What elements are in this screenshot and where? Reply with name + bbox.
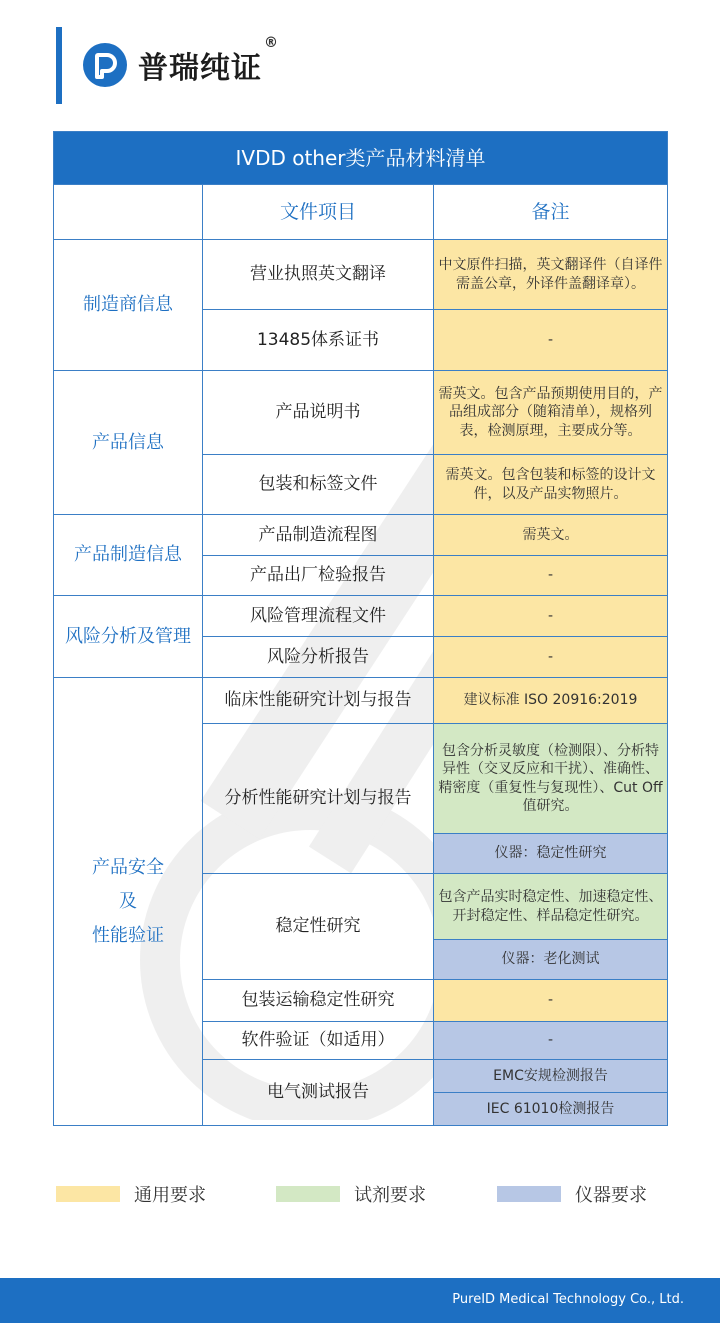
note-cell: 需英文。包含包装和标签的设计文件，以及产品实物照片。 [434, 455, 668, 515]
category-safety [54, 678, 203, 1126]
item-cell: 产品制造流程图 [203, 515, 434, 556]
legend-reagent [276, 1181, 426, 1207]
table-title: IVDD other类产品材料清单 [54, 132, 668, 185]
category-risk: 风险分析及管理 [54, 596, 203, 678]
item-cell: 包装运输稳定性研究 [203, 980, 434, 1022]
item-cell: 包装和标签文件 [203, 455, 434, 515]
item-cell: 风险管理流程文件 [203, 596, 434, 637]
legend [0, 1181, 720, 1206]
legend-label: 仪器要求 [575, 1185, 647, 1206]
registered-mark: ® [264, 35, 279, 51]
note-cell: 仪器：稳定性研究 [434, 834, 668, 874]
header-item: 文件项目 [203, 185, 434, 240]
brand-logo [82, 35, 279, 88]
header-accent-bar [56, 27, 62, 104]
brand-name: 普瑞纯证® [138, 35, 279, 86]
note-cell: EMC安规检测报告 [434, 1060, 668, 1093]
materials-table [53, 131, 668, 1126]
category-product: 产品信息 [54, 371, 203, 515]
item-cell: 13485体系证书 [203, 310, 434, 371]
category-manufacturing: 产品制造信息 [54, 515, 203, 596]
footer-company: PureID Medical Technology Co., Ltd. [452, 1292, 684, 1307]
legend-general [56, 1181, 206, 1207]
note-cell: 需英文。包含产品预期使用目的，产品组成部分（随箱清单），规格列表，检测原理，主要成分等。 [434, 371, 668, 455]
legend-instrument [497, 1181, 647, 1207]
note-cell: - [434, 556, 668, 596]
category-manufacturer: 制造商信息 [54, 240, 203, 371]
item-cell: 分析性能研究计划与报告 [203, 724, 434, 874]
note-cell: - [434, 1022, 668, 1060]
legend-label: 通用要求 [134, 1185, 206, 1206]
footer-bar [0, 1278, 720, 1323]
note-cell: - [434, 980, 668, 1022]
item-cell: 营业执照英文翻译 [203, 240, 434, 310]
note-cell: - [434, 596, 668, 637]
category-safety-line3: 性能验证 [92, 924, 164, 946]
note-cell: 建议标准 ISO 20916:2019 [434, 678, 668, 724]
item-cell: 软件验证（如适用） [203, 1022, 434, 1060]
note-cell: - [434, 310, 668, 371]
item-cell: 临床性能研究计划与报告 [203, 678, 434, 724]
legend-swatch-instrument [497, 1186, 561, 1202]
note-cell: 需英文。 [434, 515, 668, 556]
note-cell: 包含产品实时稳定性、加速稳定性、开封稳定性、样品稳定性研究。 [434, 874, 668, 940]
legend-label: 试剂要求 [354, 1185, 426, 1206]
item-cell: 风险分析报告 [203, 637, 434, 678]
brand-logo-icon [82, 42, 128, 88]
item-cell: 产品说明书 [203, 371, 434, 455]
header-category [54, 185, 203, 240]
note-cell: IEC 61010检测报告 [434, 1093, 668, 1126]
legend-swatch-general [56, 1186, 120, 1202]
category-safety-line1: 产品安全 [92, 856, 164, 878]
header-note: 备注 [434, 185, 668, 240]
note-cell: 包含分析灵敏度（检测限）、分析特异性（交叉反应和干扰）、准确性、精密度（重复性与复现性）、Cut Off 值研究。 [434, 724, 668, 834]
note-cell: 仪器：老化测试 [434, 940, 668, 980]
item-cell: 电气测试报告 [203, 1060, 434, 1126]
item-cell: 稳定性研究 [203, 874, 434, 980]
note-cell: 中文原件扫描，英文翻译件（自译件需盖公章，外译件盖翻译章）。 [434, 240, 668, 310]
category-safety-line2: 及 [119, 890, 137, 912]
note-cell: - [434, 637, 668, 678]
legend-swatch-reagent [276, 1186, 340, 1202]
item-cell: 产品出厂检验报告 [203, 556, 434, 596]
